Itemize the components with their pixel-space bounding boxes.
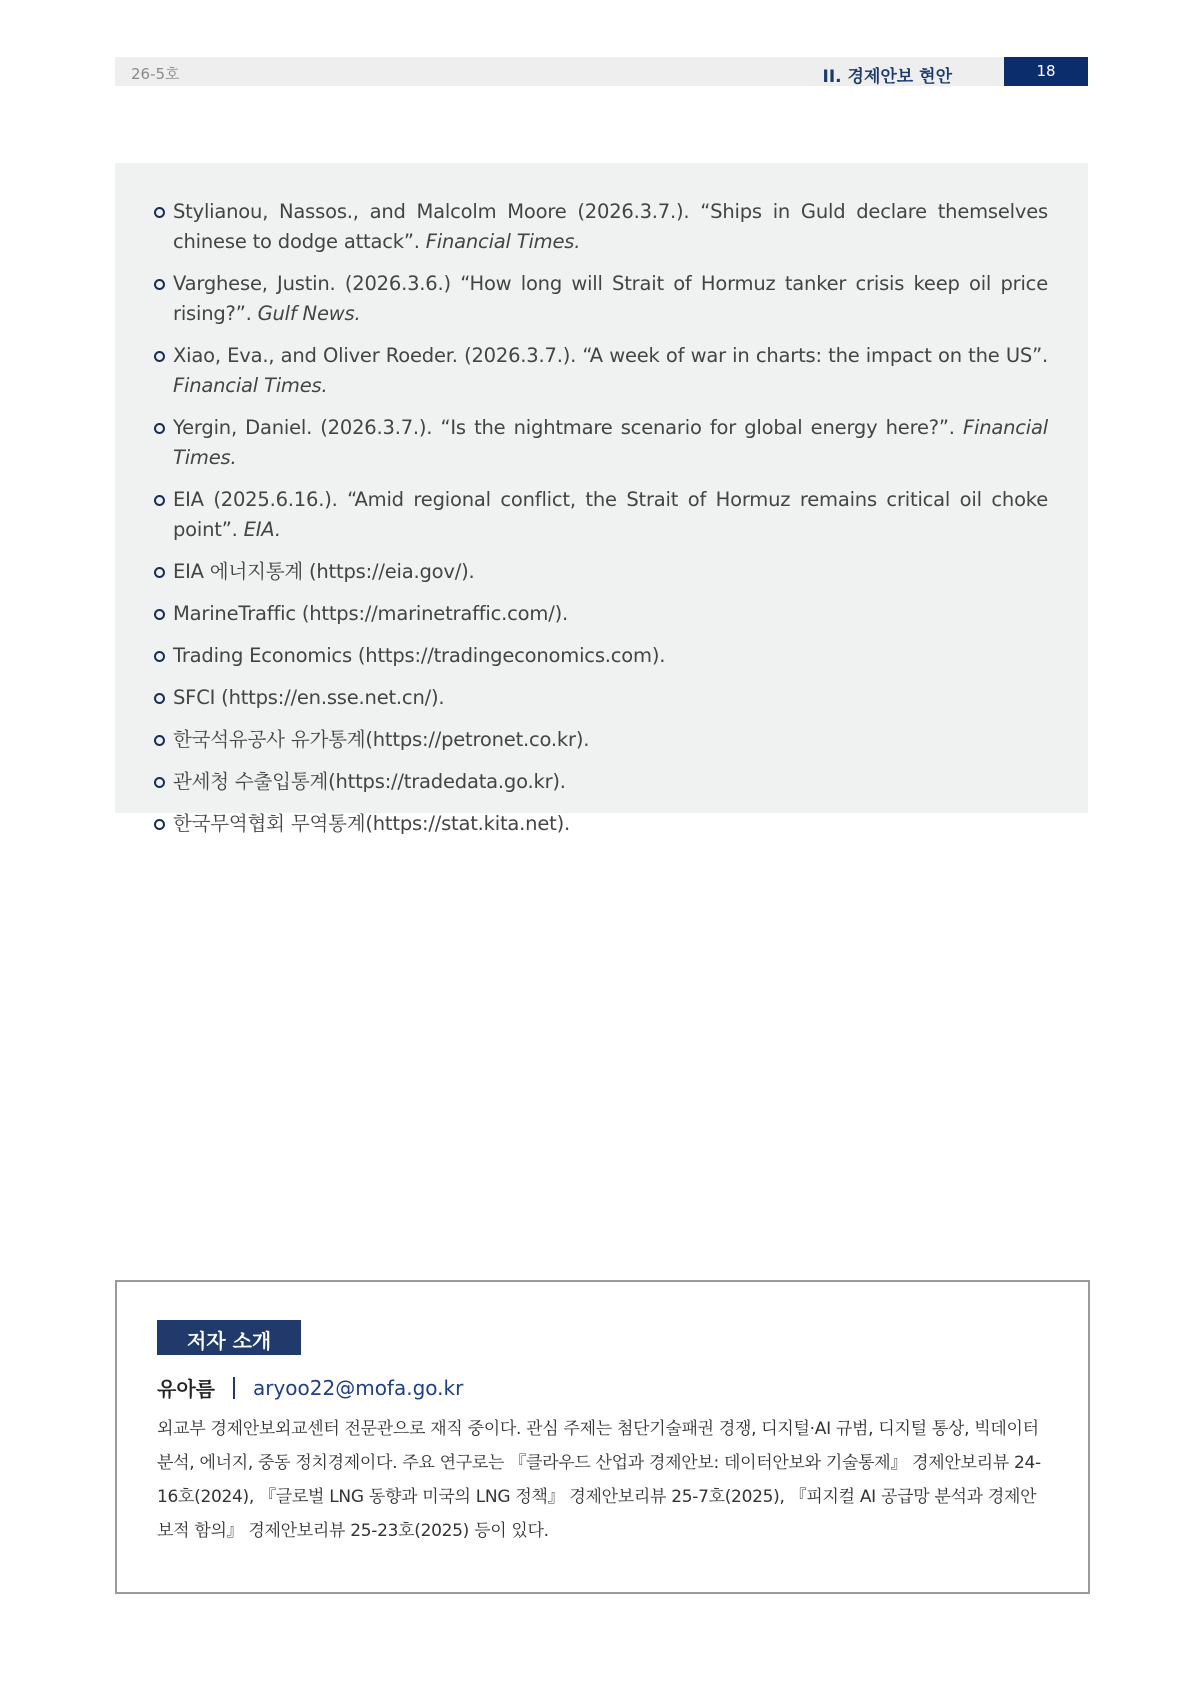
- reference-item: 한국석유공사 유가통계(https://petronet.co.kr).: [155, 725, 1048, 755]
- author-intro-box: [115, 1280, 1090, 1594]
- reference-item: Trading Economics (https://tradingeconomics.com).: [155, 641, 1048, 671]
- author-bio: 외교부 경제안보외교센터 전문관으로 재직 중이다. 관심 주제는 첨단기술패권 경쟁, 디지털·AI 규범, 디지털 통상, 빅데이터 분석, 에너지, 중동 정치경제이다. 주요 연구로는 『클라우드 산업과 경제안보: 데이터안보와 기술통제』 경제안보리뷰 24-16호(2024), 『글로벌 LNG 동향과 미국의 LNG 정책』 경제안보리뷰 25-7호(2025), 『피지컬 AI 공급망 분석과 경제안보적 함의』 경제안보리뷰 25-23호(2025) 등이 있다.: [157, 1419, 1041, 1541]
- author-info-line: [157, 1373, 1048, 1402]
- separator: [233, 1377, 235, 1399]
- bullet-circle-icon: [154, 495, 165, 506]
- reference-item: 한국무역협회 무역통계(https://stat.kita.net).: [155, 809, 1048, 839]
- page-header: [115, 57, 1088, 86]
- reference-item: Xiao, Eva., and Oliver Roeder. (2026.3.7.). “A week of war in charts: the impact on the US”. Financial Times.: [155, 341, 1048, 401]
- reference-item: EIA (2025.6.16.). “Amid regional conflict, the Strait of Hormuz remains critical oil choke point”. EIA.: [155, 485, 1048, 545]
- section-title: II. 경제안보 현안: [822, 67, 952, 87]
- author-intro-label: 저자 소개: [157, 1320, 301, 1355]
- bullet-circle-icon: [154, 735, 165, 746]
- reference-item: SFCI (https://en.sse.net.cn/).: [155, 683, 1048, 713]
- bullet-circle-icon: [154, 777, 165, 788]
- bullet-circle-icon: [154, 819, 165, 830]
- author-email-link[interactable]: aryoo22@mofa.go.kr: [252, 1375, 464, 1400]
- reference-item: Stylianou, Nassos., and Malcolm Moore (2026.3.7.). “Ships in Guld declare themselves chinese to dodge attack”. Financial Times.: [155, 197, 1048, 257]
- reference-item: MarineTraffic (https://marinetraffic.com/).: [155, 599, 1048, 629]
- reference-item: Varghese, Justin. (2026.3.6.) “How long will Strait of Hormuz tanker crisis keep oil price rising?”. Gulf News.: [155, 269, 1048, 329]
- author-name: 유아름: [157, 1377, 215, 1401]
- bullet-circle-icon: [154, 423, 165, 434]
- reference-item: 관세청 수출입통계(https://tradedata.go.kr).: [155, 767, 1048, 797]
- reference-list: [155, 197, 1048, 839]
- bullet-circle-icon: [154, 609, 165, 620]
- page-number: 18: [1004, 57, 1088, 86]
- bullet-circle-icon: [154, 279, 165, 290]
- reference-item: EIA 에너지통계 (https://eia.gov/).: [155, 557, 1048, 587]
- bullet-circle-icon: [154, 207, 165, 218]
- bullet-circle-icon: [154, 567, 165, 578]
- bullet-circle-icon: [154, 351, 165, 362]
- references-box: [115, 163, 1088, 835]
- issue-number: 26-5호: [131, 65, 180, 83]
- bullet-circle-icon: [154, 651, 165, 662]
- reference-item: Yergin, Daniel. (2026.3.7.). “Is the nightmare scenario for global energy here?”. Financial Times.: [155, 413, 1048, 473]
- bullet-circle-icon: [154, 693, 165, 704]
